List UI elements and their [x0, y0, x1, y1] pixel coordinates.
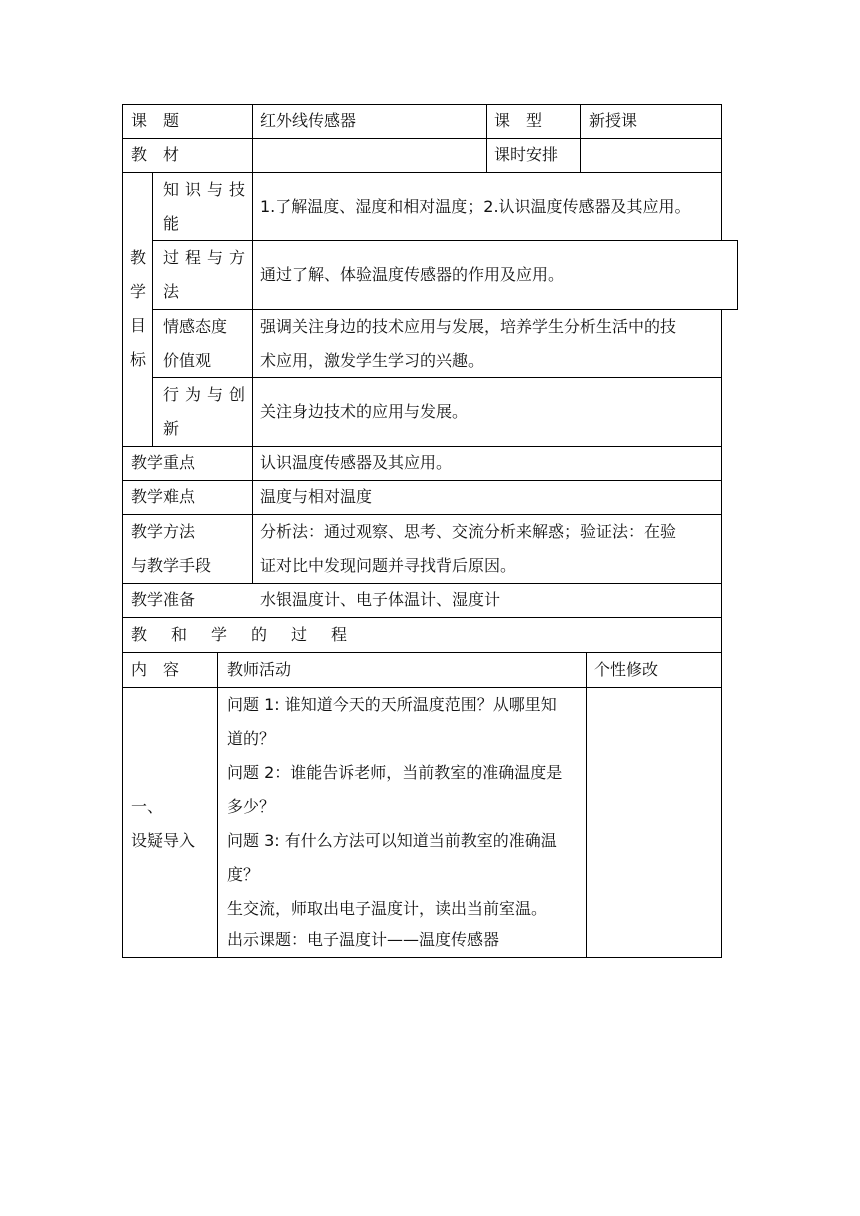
goals-char: 学 — [130, 282, 147, 301]
teacher-line: 多少？ — [227, 797, 276, 816]
col-content: 内 容 — [131, 660, 180, 679]
method-label: 教学方法 — [131, 522, 196, 541]
difficulty-value: 温度与相对温度 — [260, 487, 373, 506]
goal-content: 术应用，激发学生学习的兴趣。 — [260, 351, 485, 370]
key-label: 教学重点 — [131, 453, 196, 472]
section-label: 一、 — [131, 797, 164, 816]
goals-char: 目 — [130, 316, 147, 335]
goal-content: 关注身边技术的应用与发展。 — [260, 402, 469, 421]
goal-label: 过程与方 — [163, 248, 252, 267]
goals-char: 标 — [130, 350, 147, 369]
process-title: 教 和 学 的 过 程 — [131, 625, 352, 644]
col-personal: 个性修改 — [594, 660, 659, 679]
teacher-line: 生交流，师取出电子温度计，读出当前室温。 — [227, 899, 548, 918]
section-label: 设疑导入 — [131, 831, 196, 850]
method-value: 证对比中发现问题并寻找背后原因。 — [260, 556, 517, 575]
method-label: 与教学手段 — [131, 556, 212, 575]
teacher-line: 问题 2：谁能告诉老师，当前教室的准确温度是 — [227, 763, 563, 782]
type-label: 课 型 — [494, 111, 543, 130]
method-value: 分析法：通过观察、思考、交流分析来解惑；验证法：在验 — [260, 522, 677, 541]
goal-label: 法 — [163, 282, 180, 301]
material-label: 教 材 — [131, 145, 180, 164]
teacher-line: 出示课题：电子温度计——温度传感器 — [227, 930, 500, 949]
goal-label: 行为与创 — [163, 385, 252, 404]
goal-content: 通过了解、体验温度传感器的作用及应用。 — [260, 265, 565, 284]
goal-label: 知识与技 — [163, 180, 252, 199]
goal-label: 情感态度 — [163, 317, 228, 336]
goal-label: 新 — [163, 419, 180, 438]
topic-label: 课 题 — [131, 111, 180, 130]
difficulty-label: 教学难点 — [131, 487, 196, 506]
teacher-line: 问题 1: 谁知道今天的天所温度范围？从哪里知 — [227, 695, 557, 714]
goal-content: 强调关注身边的技术应用与发展，培养学生分析生活中的技 — [260, 317, 677, 336]
topic-value: 红外线传感器 — [260, 111, 357, 130]
goal-content: 1.了解温度、湿度和相对温度；2.认识温度传感器及其应用。 — [260, 197, 691, 216]
prep-value: 水银温度计、电子体温计、湿度计 — [260, 590, 501, 609]
teacher-line: 道的？ — [227, 729, 276, 748]
type-value: 新授课 — [589, 111, 638, 130]
teacher-line: 问题 3: 有什么方法可以知道当前教室的准确温 — [227, 831, 557, 850]
schedule-label: 课时安排 — [494, 145, 559, 164]
goal-label: 价值观 — [163, 351, 212, 370]
prep-label: 教学准备 — [131, 590, 196, 609]
key-value: 认识温度传感器及其应用。 — [260, 453, 453, 472]
teacher-line: 度？ — [227, 865, 260, 884]
goals-char: 教 — [130, 248, 147, 267]
goal-label: 能 — [163, 214, 180, 233]
col-teacher: 教师活动 — [227, 660, 292, 679]
